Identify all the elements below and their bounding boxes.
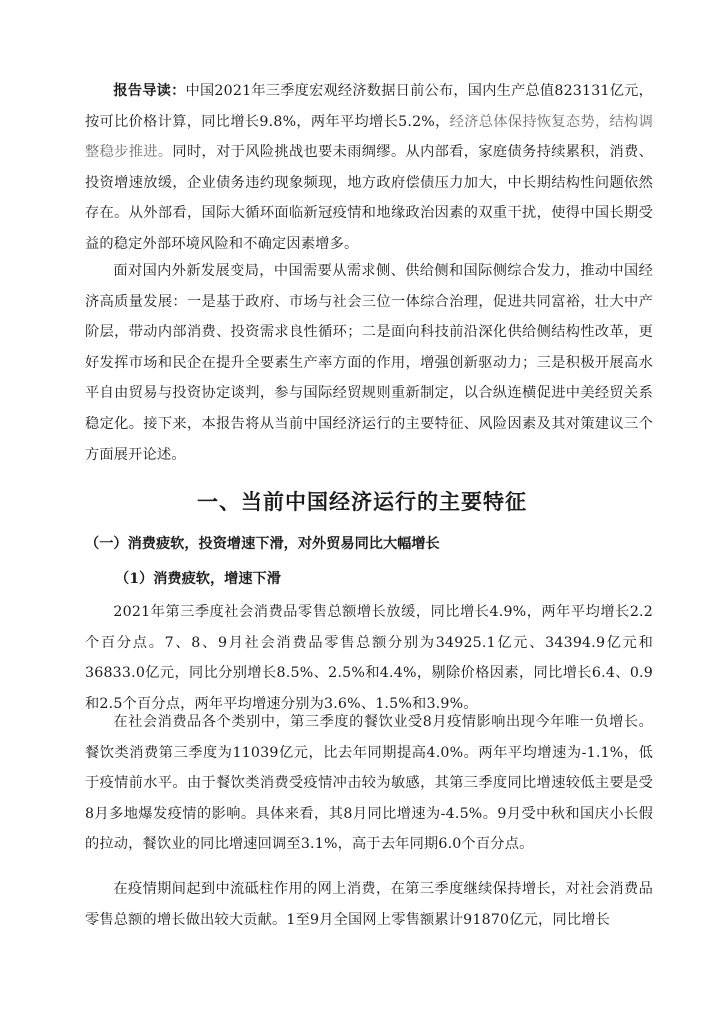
catering-paragraph: 在社会消费品各个类别中，第三季度的餐饮业受8月疫情影响出现今年唯一负增长。餐饮类消费第三季度为11039亿元，比去年同期提高4.0%。两年平均增速为-1.1%，低于疫情前水平。由于餐饮类消费受疫情冲击较为敏感，其第三季度同比增速较低主要是受8月多地爆发疫情的影响。具体来看，其8月同比增速为-4.5%。9月受中秋和国庆小长假的拉动，餐饮业的同比增速回调至3.1%，高于去年同期6.0个百分点。 [85, 714, 653, 853]
report-intro-paragraph [85, 76, 653, 260]
subheading-level-2: （1）消费疲软，增速下滑 [115, 571, 281, 587]
strategy-paragraph: 面对国内外新发展变局，中国需要从需求侧、供给侧和国际侧综合发力，推动中国经济高质量发展：一是基于政府、市场与社会三位一体综合治理，促进共同富裕，壮大中产阶层，带动内部消费、投资需求良性循环；二是面向科技前沿深化供给侧结构性改革，更好发挥市场和民企在提升全要素生产率方面的作用，增强创新驱动力；三是积极开展高水平自由贸易与投资协定谈判，参与国际经贸规则重新制定，以合纵连横促进中美经贸关系稳定化。接下来，本报告将从当前中国经济运行的主要特征、风险因素及其对策建议三个方面展开论述。 [85, 263, 653, 463]
consumption-paragraph: 2021年第三季度社会消费品零售总额增长放缓，同比增长4.9%，两年平均增长2.2个百分点。7、8、9月社会消费品零售总额分别为34925.1亿元、34394.9亿元和36833.0亿元，同比分别增长8.5%、2.5%和4.4%，剔除价格因素，同比增长6.4、0.9和2.5个百分点，两年平均增速分别为3.6%、1.5%和3.9%。 [85, 604, 653, 712]
report-intro-text-1: 中国2021年三季度宏观经济数据日前公布，国内生产总值823131亿元，按可比价格计算，同比增长9.8%，两年平均增长5.2%， [85, 83, 653, 130]
report-intro-text-2: 同时，对于风险挑战也要未雨绸缪。从内部看，家庭债务持续累积，消费、投资增速放缓，企业债务违约现象频现，地方政府偿债压力加大，中长期结构性问题依然存在。从外部看，国际大循环面临新冠疫情和地缘政治因素的双重干扰，使得中国长期受益的稳定外部环境风险和不确定因素增多。 [85, 144, 654, 252]
online-consumption-paragraph: 在疫情期间起到中流砥柱作用的网上消费，在第三季度继续保持增长，对社会消费品零售总额的增长做出较大贡献。1至9月全国网上零售额累计91870亿元，同比增长 [85, 881, 653, 928]
report-intro-label: 报告导读： [113, 83, 186, 99]
section-title: 一、当前中国经济运行的主要特征 [197, 489, 527, 514]
subheading-level-1: （一）消费疲软，投资增速下滑，对外贸易同比大幅增长 [85, 536, 440, 552]
report-intro-text-muted: 经济总体保持恢复态势，结构调整稳步推进。 [85, 113, 653, 161]
